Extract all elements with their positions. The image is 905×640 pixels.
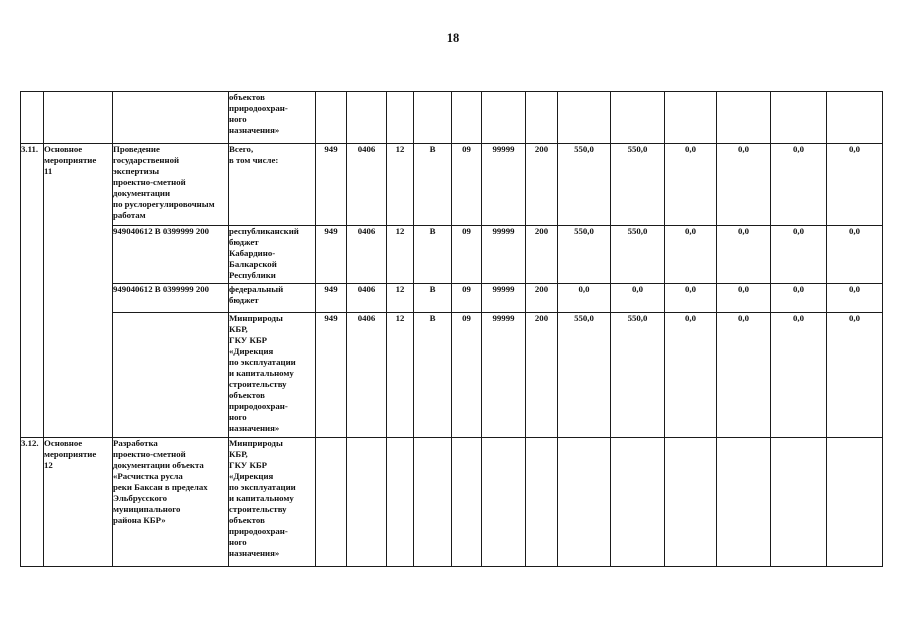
subprogram-code-cell: В	[414, 226, 452, 284]
event-type-cell: Основное мероприятие 11	[44, 144, 113, 438]
expense-type-cell: 200	[526, 226, 558, 284]
amount-cell: 0,0	[717, 144, 771, 226]
amount-cell: 0,0	[717, 313, 771, 438]
direction-code-cell: 99999	[482, 284, 526, 313]
subprogram-code-cell: В	[414, 313, 452, 438]
direction-code-cell: 99999	[482, 226, 526, 284]
event-type-cell	[44, 92, 113, 144]
expense-type-cell: 200	[526, 284, 558, 313]
amount-cell	[558, 92, 611, 144]
amount-cell: 0,0	[827, 144, 883, 226]
table-row-3-11-total	[21, 144, 883, 226]
number-cell	[21, 92, 44, 144]
expense-type-cell: 200	[526, 313, 558, 438]
program-code-cell: 12	[387, 144, 414, 226]
program-events-table	[20, 91, 883, 567]
amount-cell: 0,0	[771, 313, 827, 438]
funding-source-cell: республиканский бюджет Кабардино- Балкарской Республики	[229, 226, 316, 284]
amount-cell	[717, 438, 771, 567]
direction-code-cell	[482, 438, 526, 567]
expense-type-cell	[526, 92, 558, 144]
event-name-cell: Разработка проектно-сметной документации объекта «Расчистка русла реки Баксан в пределах Эльбрусского муниципального района КБР»	[113, 438, 229, 567]
section-code-cell: 0406	[347, 313, 387, 438]
table-row-continued	[21, 92, 883, 144]
table-row-3-12	[21, 438, 883, 567]
grbs-code-cell: 949	[316, 226, 347, 284]
subprogram-code-cell: В	[414, 284, 452, 313]
event-code-cell: 09	[452, 284, 482, 313]
event-name-cell	[113, 92, 229, 144]
event-code-cell	[452, 438, 482, 567]
program-code-cell: 12	[387, 284, 414, 313]
amount-cell	[611, 92, 665, 144]
amount-cell	[771, 438, 827, 567]
amount-cell: 0,0	[827, 284, 883, 313]
amount-cell: 0,0	[717, 284, 771, 313]
amount-cell	[771, 92, 827, 144]
table-row-3-11-federal	[21, 284, 883, 313]
section-code-cell: 0406	[347, 284, 387, 313]
funding-source-cell: Минприроды КБР, ГКУ КБР «Дирекция по эксплуатации и капитальному строительству объектов природоохран- ного назначения»	[229, 313, 316, 438]
event-type-cell: Основное мероприятие 12	[44, 438, 113, 567]
amount-cell	[827, 438, 883, 567]
amount-cell: 550,0	[558, 144, 611, 226]
event-code-cell: 09	[452, 226, 482, 284]
amount-cell: 550,0	[611, 313, 665, 438]
section-code-cell: 0406	[347, 144, 387, 226]
amount-cell: 0,0	[558, 284, 611, 313]
funding-source-cell: Всего, в том числе:	[229, 144, 316, 226]
amount-cell: 0,0	[611, 284, 665, 313]
amount-cell	[827, 92, 883, 144]
direction-code-cell	[482, 92, 526, 144]
amount-cell: 550,0	[558, 313, 611, 438]
funding-source-cell: федеральный бюджет	[229, 284, 316, 313]
amount-cell: 0,0	[665, 144, 717, 226]
grbs-code-cell: 949	[316, 284, 347, 313]
expense-type-cell: 200	[526, 144, 558, 226]
amount-cell: 550,0	[611, 226, 665, 284]
amount-cell: 0,0	[665, 313, 717, 438]
amount-cell: 0,0	[665, 284, 717, 313]
amount-cell	[665, 438, 717, 567]
amount-cell	[717, 92, 771, 144]
grbs-code-cell	[316, 92, 347, 144]
amount-cell	[558, 438, 611, 567]
event-code-cell: 09	[452, 144, 482, 226]
subprogram-code-cell: В	[414, 144, 452, 226]
program-code-cell	[387, 438, 414, 567]
budget-code-cell	[113, 313, 229, 438]
amount-cell: 0,0	[771, 284, 827, 313]
event-code-cell: 09	[452, 313, 482, 438]
page-number: 18	[446, 31, 460, 45]
amount-cell: 0,0	[665, 226, 717, 284]
section-code-cell: 0406	[347, 226, 387, 284]
grbs-code-cell	[316, 438, 347, 567]
grbs-code-cell: 949	[316, 313, 347, 438]
program-code-cell: 12	[387, 313, 414, 438]
amount-cell: 550,0	[611, 144, 665, 226]
number-cell: 3.11.	[21, 144, 44, 438]
amount-cell	[665, 92, 717, 144]
event-name-cell: Проведение государственной экспертизы проектно-сметной документации по руслорегулировочным работам	[113, 144, 229, 226]
grbs-code-cell: 949	[316, 144, 347, 226]
funding-source-cell: объектов природоохран- ного назначения»	[229, 92, 316, 144]
budget-code-cell: 949040612 В 0399999 200	[113, 284, 229, 313]
number-cell: 3.12.	[21, 438, 44, 567]
amount-cell: 0,0	[771, 226, 827, 284]
direction-code-cell: 99999	[482, 144, 526, 226]
table-row-3-11-executor	[21, 313, 883, 438]
budget-code-cell: 949040612 В 0399999 200	[113, 226, 229, 284]
direction-code-cell: 99999	[482, 313, 526, 438]
program-code-cell: 12	[387, 226, 414, 284]
expense-type-cell	[526, 438, 558, 567]
amount-cell: 0,0	[827, 226, 883, 284]
amount-cell	[611, 438, 665, 567]
table-row-3-11-republican	[21, 226, 883, 284]
program-code-cell	[387, 92, 414, 144]
amount-cell: 0,0	[827, 313, 883, 438]
amount-cell: 550,0	[558, 226, 611, 284]
subprogram-code-cell	[414, 92, 452, 144]
amount-cell: 0,0	[771, 144, 827, 226]
section-code-cell	[347, 438, 387, 567]
section-code-cell	[347, 92, 387, 144]
funding-source-cell: Минприроды КБР, ГКУ КБР «Дирекция по эксплуатации и капитальному строительству объектов природоохран- ного назначения»	[229, 438, 316, 567]
event-code-cell	[452, 92, 482, 144]
subprogram-code-cell	[414, 438, 452, 567]
amount-cell: 0,0	[717, 226, 771, 284]
